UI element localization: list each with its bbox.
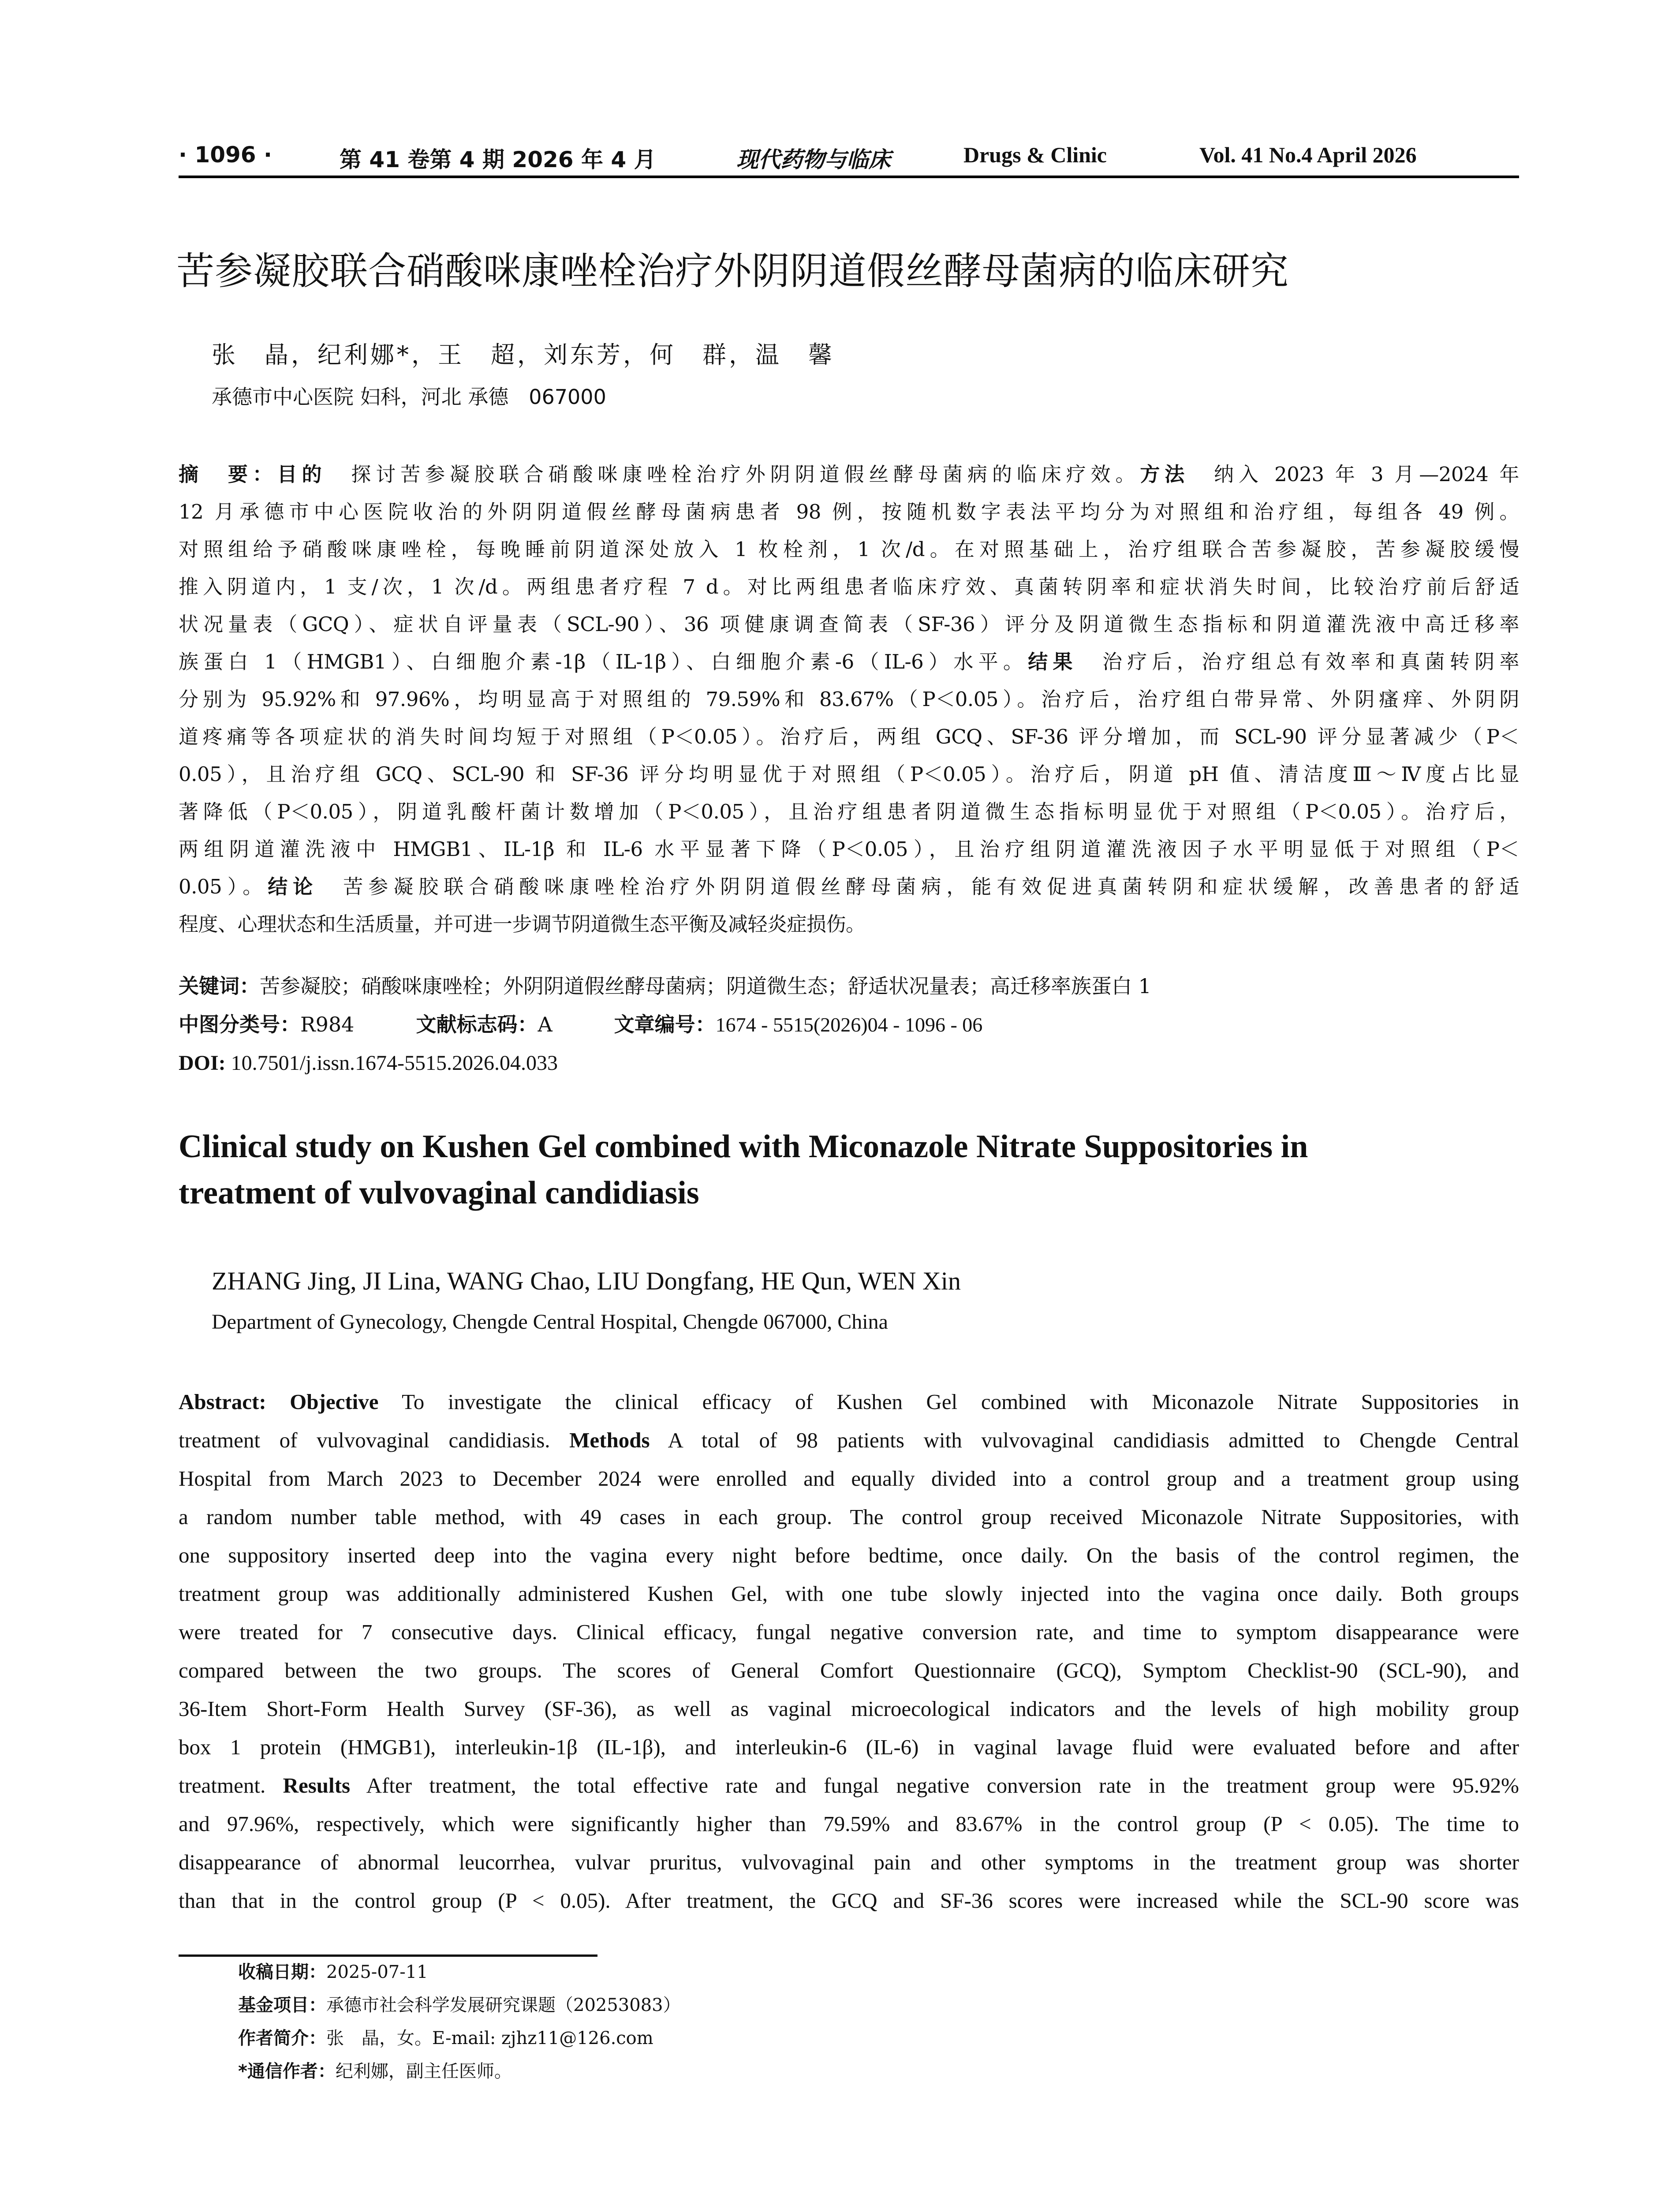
section-label: Methods <box>569 1428 650 1452</box>
abstract-text: box 1 protein (HMGB1), interleukin-1β (IL-1β), and interleukin-6 (IL-6) in vaginal lavage fluid were evaluated before and after <box>179 1735 1519 1759</box>
footnote-label: 收稿日期： <box>238 1962 326 1982</box>
abstract-text: 36-Item Short-Form Health Survey (SF-36), as well as vaginal microecological indicators and the levels of high mobility group <box>179 1697 1519 1721</box>
section-label: 目的 <box>277 463 327 486</box>
article-number-value: 1674 - 5515(2026)04 - 1096 - 06 <box>715 1013 983 1036</box>
footnote-label: *通信作者： <box>238 2061 336 2082</box>
abstract-text: 著降低（P＜0.05），阴道乳酸杆菌计数增加（P＜0.05），且治疗组患者阴道微生态指标明显优于对照组（P＜0.05）。治疗后， <box>179 800 1519 823</box>
doc-code-label: 文献标志码： <box>416 1013 538 1036</box>
abstract-cn-line <box>179 761 1519 788</box>
abstract-text: than that in the control group (P < 0.05). After treatment, the GCQ and SF-36 scores were increased while the SCL-90 score was <box>179 1888 1519 1913</box>
footnote-label: 作者简介： <box>238 2028 326 2048</box>
doi-label: DOI: <box>179 1051 226 1075</box>
abstract-text: 对照组给予硝酸咪康唑栓，每晚睡前阴道深处放入 1 枚栓剂，1 次/d。在对照基础上，治疗组联合苦参凝胶，苦参凝胶缓慢 <box>179 538 1519 561</box>
volume-issue-cn: 第 41 卷第 4 期 2026 年 4 月 <box>340 147 656 172</box>
abstract-en-line <box>179 1734 1519 1761</box>
section-label: Results <box>283 1773 351 1798</box>
abstract-en-line <box>179 1810 1519 1838</box>
abstract-label-cn: 摘 要： <box>179 463 277 486</box>
abstract-text: To investigate the clinical efficacy of Kushen Gel combined with Miconazole Nitrate Suppositories in <box>378 1390 1519 1414</box>
journal-name-cn: 现代药物与临床 <box>736 147 891 172</box>
abstract-en-line <box>179 1388 1519 1416</box>
article-number-label: 文章编号： <box>614 1013 716 1036</box>
abstract-text: After treatment, the total effective rate and fungal negative conversion rate in the treatment group were 95.92% <box>350 1773 1519 1798</box>
abstract-text: treatment. <box>179 1773 283 1798</box>
header-rule <box>179 176 1519 178</box>
abstract-cn-line <box>179 836 1519 863</box>
abstract-text: compared between the two groups. The scores of General Comfort Questionnaire (GCQ), Symptom Checklist-90 (SCL-90), and <box>179 1658 1519 1682</box>
abstract-text: 苦参凝胶联合硝酸咪康唑栓治疗外阴阴道假丝酵母菌病，能有效促进真菌转阴和症状缓解，改善患者的舒适 <box>318 875 1519 898</box>
keywords-cn <box>179 972 1151 1000</box>
abstract-text: 道疼痛等各项症状的消失时间均短于对照组（P＜0.05）。治疗后，两组 GCQ、SF-36 评分增加，而 SCL-90 评分显著减少（P＜ <box>179 725 1519 748</box>
article-title-cn: 苦参凝胶联合硝酸咪康唑栓治疗外阴阴道假丝酵母菌病的临床研究 <box>176 249 1289 293</box>
authors-cn: 张 晶，纪利娜*，王 超，刘东芳，何 群，温 馨 <box>212 341 835 369</box>
clc-label: 中图分类号： <box>179 1013 300 1036</box>
abstract-text: A total of 98 patients with vulvovaginal candidiasis admitted to Chengde Central <box>650 1428 1519 1452</box>
footnote-text: 2025-07-11 <box>326 1962 428 1982</box>
abstract-cn-line <box>179 536 1519 563</box>
volume-issue-en: Vol. 41 No.4 April 2026 <box>1199 142 1417 167</box>
footnote-item <box>238 2026 653 2051</box>
abstract-text: disappearance of abnormal leucorrhea, vulvar pruritus, vulvovaginal pain and other symptoms in the treatment group was shorter <box>179 1850 1519 1874</box>
abstract-cn-line <box>179 498 1519 526</box>
abstract-text: treatment group was additionally administered Kushen Gel, with one tube slowly injected into the vagina once daily. Both groups <box>179 1581 1519 1606</box>
abstract-en-line <box>179 1542 1519 1569</box>
abstract-en-line <box>179 1657 1519 1684</box>
abstract-en-line <box>179 1887 1519 1914</box>
abstract-text: 两组阴道灌洗液中 HMGB1、IL-1β 和 IL-6 水平显著下降（P＜0.05），且治疗组阴道灌洗液因子水平明显低于对照组（P＜ <box>179 837 1519 861</box>
abstract-text: 纳入 2023 年 3 月—2024 年 <box>1189 463 1519 486</box>
abstract-en-line <box>179 1695 1519 1723</box>
abstract-text: 推入阴道内，1 支/次，1 次/d。两组患者疗程 7 d。对比两组患者临床疗效、真菌转阴率和症状消失时间，比较治疗前后舒适 <box>179 575 1519 598</box>
abstract-cn-line <box>179 798 1519 826</box>
section-label: Abstract: Objective <box>179 1390 379 1414</box>
section-label: 结果 <box>1028 650 1078 673</box>
journal-name-en: Drugs & Clinic <box>963 142 1107 167</box>
abstract-text: 12 月承德市中心医院收治的外阴阴道假丝酵母菌病患者 98 例，按随机数字表法平均分为对照组和治疗组，每组各 49 例。 <box>179 500 1519 523</box>
abstract-cn-line <box>179 461 1519 488</box>
doi-link[interactable]: 10.7501/j.issn.1674-5515.2026.04.033 <box>231 1051 558 1075</box>
abstract-en-line <box>179 1618 1519 1646</box>
footnote-item <box>238 1993 681 2018</box>
abstract-en-line <box>179 1503 1519 1531</box>
abstract-cn-line <box>179 723 1519 751</box>
section-label: 结论 <box>268 875 318 898</box>
page-number: · 1096 · <box>179 142 272 168</box>
article-title-en-line2: treatment of vulvovaginal candidiasis <box>179 1175 699 1211</box>
abstract-cn-line <box>179 686 1519 713</box>
keywords-label: 关键词： <box>179 974 260 998</box>
abstract-cn-line <box>179 873 1519 901</box>
abstract-en-line <box>179 1580 1519 1607</box>
footnote-item <box>238 1960 428 1984</box>
affiliation-en: Department of Gynecology, Chengde Central Hospital, Chengde 067000, China <box>212 1310 888 1334</box>
article-title-en-line1: Clinical study on Kushen Gel combined with Miconazole Nitrate Suppositories in <box>179 1129 1308 1165</box>
footnote-rule <box>179 1955 597 1957</box>
abstract-text: 族蛋白 1（HMGB1）、白细胞介素-1β（IL-1β）、白细胞介素-6（IL-6）水平。 <box>179 650 1028 673</box>
affiliation-cn: 承德市中心医院 妇科，河北 承德 067000 <box>212 385 606 409</box>
footnote-text: 纪利娜，副主任医师。 <box>335 2061 512 2082</box>
abstract-text: 分别为 95.92%和 97.96%，均明显高于对照组的 79.59%和 83.67%（P＜0.05）。治疗后，治疗组白带异常、外阴瘙痒、外阴阴 <box>179 688 1519 711</box>
abstract-en-line <box>179 1849 1519 1876</box>
abstract-text: 状况量表（GCQ）、症状自评量表（SCL-90）、36 项健康调查简表（SF-36）评分及阴道微生态指标和阴道灌洗液中高迁移率 <box>179 613 1519 636</box>
abstract-cn-line <box>179 911 1519 938</box>
abstract-en-line <box>179 1427 1519 1454</box>
keywords-value: 苦参凝胶；硝酸咪康唑栓；外阴阴道假丝酵母菌病；阴道微生态；舒适状况量表；高迁移率族蛋白 1 <box>260 974 1151 998</box>
clc-value: R984 <box>300 1013 355 1036</box>
footnote-text: 承德市社会科学发展研究课题（20253083） <box>326 1995 681 2015</box>
abstract-text: were treated for 7 consecutive days. Clinical efficacy, fungal negative conversion rate, and time to symptom disappearance were <box>179 1620 1519 1644</box>
footnote-item <box>238 2059 512 2084</box>
abstract-en-line <box>179 1772 1519 1799</box>
abstract-text: one suppository inserted deep into the vagina every night before bedtime, once daily. On the basis of the control regimen, the <box>179 1543 1519 1567</box>
abstract-text: a random number table method, with 49 cases in each group. The control group received Miconazole Nitrate Suppositories, with <box>179 1505 1519 1529</box>
classification-row <box>179 1011 982 1039</box>
footnote-label: 基金项目： <box>238 1995 326 2015</box>
abstract-text: and 97.96%, respectively, which were significantly higher than 79.59% and 83.67% in the control group (P < 0.05). The time to <box>179 1812 1519 1836</box>
authors-en: ZHANG Jing, JI Lina, WANG Chao, LIU Dongfang, HE Qun, WEN Xin <box>212 1267 961 1295</box>
abstract-text: Hospital from March 2023 to December 2024 were enrolled and equally divided into a control group and a treatment group using <box>179 1466 1519 1491</box>
abstract-text: 程度、心理状态和生活质量，并可进一步调节阴道微生态平衡及减轻炎症损伤。 <box>179 912 866 936</box>
abstract-text: 0.05），且治疗组 GCQ、SCL-90 和 SF-36 评分均明显优于对照组（P＜0.05）。治疗后，阴道 pH 值、清洁度Ⅲ～Ⅳ度占比显 <box>179 762 1519 786</box>
abstract-text: 治疗后，治疗组总有效率和真菌转阴率 <box>1077 650 1519 673</box>
abstract-text: 0.05）。 <box>179 875 268 898</box>
section-label: 方法 <box>1140 463 1190 486</box>
footnote-text: 张 晶，女。E-mail: zjhz11@126.com <box>326 2028 653 2048</box>
abstract-en-line <box>179 1465 1519 1492</box>
doi-row <box>179 1050 558 1077</box>
abstract-cn-line <box>179 648 1519 676</box>
abstract-text: treatment of vulvovaginal candidiasis. <box>179 1428 570 1452</box>
abstract-text: 探讨苦参凝胶联合硝酸咪康唑栓治疗外阴阴道假丝酵母菌病的临床疗效。 <box>326 463 1140 486</box>
doc-code-value: A <box>538 1013 553 1036</box>
abstract-cn-line <box>179 573 1519 601</box>
abstract-cn-line <box>179 611 1519 638</box>
